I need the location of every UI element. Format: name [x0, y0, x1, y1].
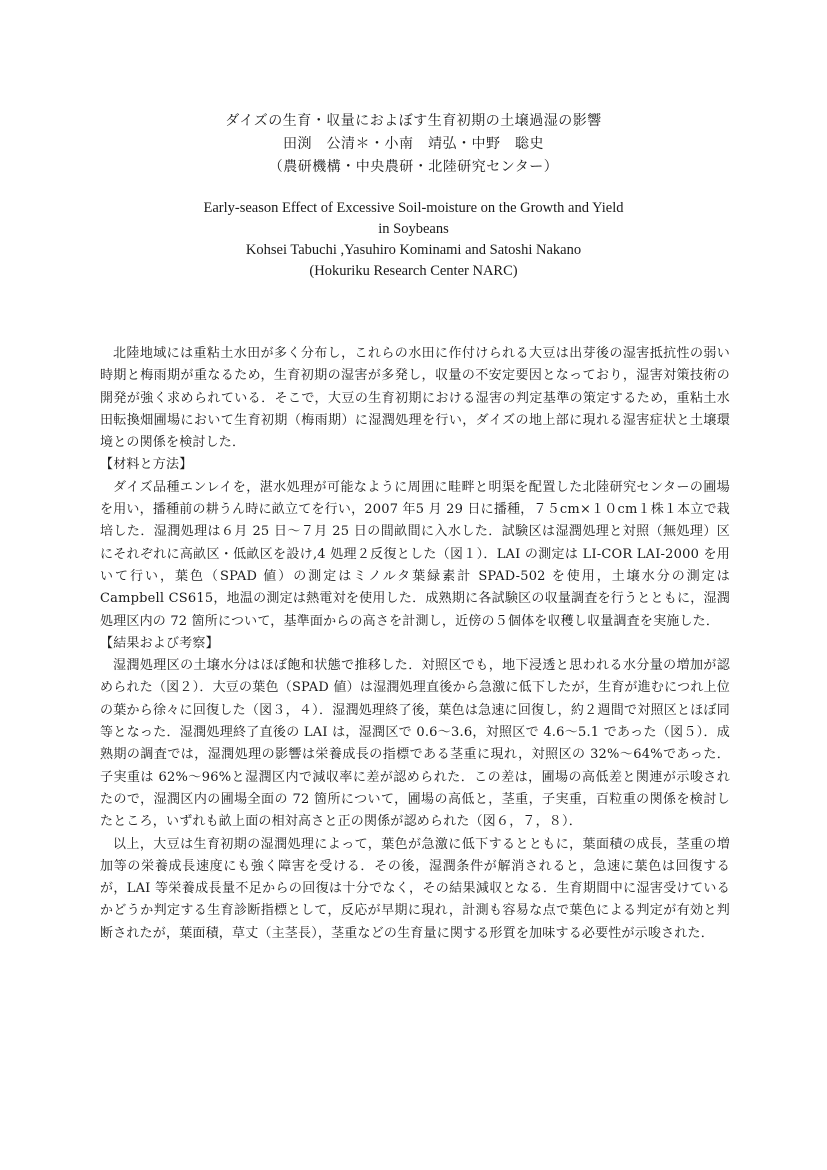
authors-english: Kohsei Tabuchi ,Yasuhiro Kominami and Satoshi Nakano: [245, 242, 582, 258]
title-english-line-2: in Soybeans: [378, 221, 449, 237]
results-paragraph: 湿潤処理区の土壌水分はほぼ飽和状態で推移した．対照区でも，地下浸透と思われる水分量の増加が認められた（図２）．大豆の葉色（SPAD 値）は湿潤処理直後から急激に低下したが，生育が進むにつれ上位の葉から徐々に回復した（図３，４）．湿潤処理終了後，葉色は急速に回復し，約２週間で対照区とほぼ同等となった．湿潤処理終了直後の LAI は，湿潤区で 0.6～3.6，対照区で 4.6～5.1 であった（図５）．成熟期の調査では，湿潤処理の影響は栄養成長の指標である茎重に現れ，対照区の 32%～64%であった．子実重は 62%～96%と湿潤区内で減収率に差が認められた．この差は，圃場の高低差と関連が示唆されたので，湿潤区内の圃場全面の 72 箇所について，圃場の高低と，茎重，子実重，百粒重の関係を検討したところ，いずれも畝上面の相対高さと正の関係が認められた（図６，７，８）．: [100, 658, 730, 830]
conclusion-paragraph: 以上，大豆は生育初期の湿潤処理によって，葉色が急激に低下するとともに，葉面積の成長，茎重の増加等の栄養成長速度にも強く障害を受ける．その後，湿潤条件が解消されると，急速に葉色は回復するが，LAI 等栄養成長量不足からの回復は十分でなく，その結果減収となる．生育期間中に湿害受けているかどうか判定する生育診断指標として，反応が早期に現れ，計測も容易な点で葉色による判定が有効と判断されたが，葉面積，草丈（主茎長），茎重などの生育量に関する形質を加味する必要性が示唆された．: [100, 836, 730, 941]
authors-japanese: 田渕 公清＊・小南 靖弘・中野 聡史: [283, 136, 544, 152]
methods-paragraph: ダイズ品種エンレイを，湛水処理が可能なように周囲に畦畔と明渠を配置した北陸研究センターの圃場を用い，播種前の耕うん時に畝立てを行い，2007 年5 月 29 日に播種，７５cm×１０cm１株１本立で栽培した．湿潤処理は６月 25 日～７月 25 日の間畝間に入水した．試験区は湿潤処理と対照（無処理）区にそれぞれに高畝区・低畝区を設け,4 処理２反復とした（図１）．LAI の測定は LI-COR LAI-2000 を用いて行い，葉色（SPAD 値）の測定はミノルタ葉緑素計 SPAD-502 を使用，土壌水分の測定は Campbell CS615，地温の測定は熱電対を使用した．成熟期に各試験区の収量調査を行うとともに，湿潤処理区内の 72 箇所について，基準面からの高さを計測し，近傍の５個体を収穫し収量調査を実施した．: [100, 479, 730, 629]
intro-paragraph: 北陸地域には重粘土水田が多く分布し，これらの水田に作付けられる大豆は出芽後の湿害抵抗性の弱い時期と梅雨期が重なるため，生育初期の湿害が多発し，収量の不安定要因となっており，湿害対策技術の開発が強く求められている．そこで，大豆の生育初期における湿害の判定基準の策定するため，重粘土水田転換畑圃場において生育初期（梅雨期）に湿潤処理を行い，ダイズの地上部に現れる湿害症状と土壌環境との関係を検討した．: [100, 346, 730, 451]
affiliation-english: (Hokuriku Research Center NARC): [309, 263, 518, 279]
title-japanese: ダイズの生育・収量におよぼす生育初期の土壌過湿の影響: [225, 113, 602, 129]
english-header: [0, 198, 827, 282]
affiliation-japanese: （農研機構・中央農研・北陸研究センター）: [268, 159, 559, 175]
results-heading: 【結果および考察】: [100, 635, 219, 651]
methods-heading: 【材料と方法】: [100, 457, 193, 473]
body-text: [100, 343, 730, 945]
japanese-header: [0, 110, 827, 179]
title-english-line-1: Early-season Effect of Excessive Soil-moisture on the Growth and Yield: [203, 200, 624, 216]
